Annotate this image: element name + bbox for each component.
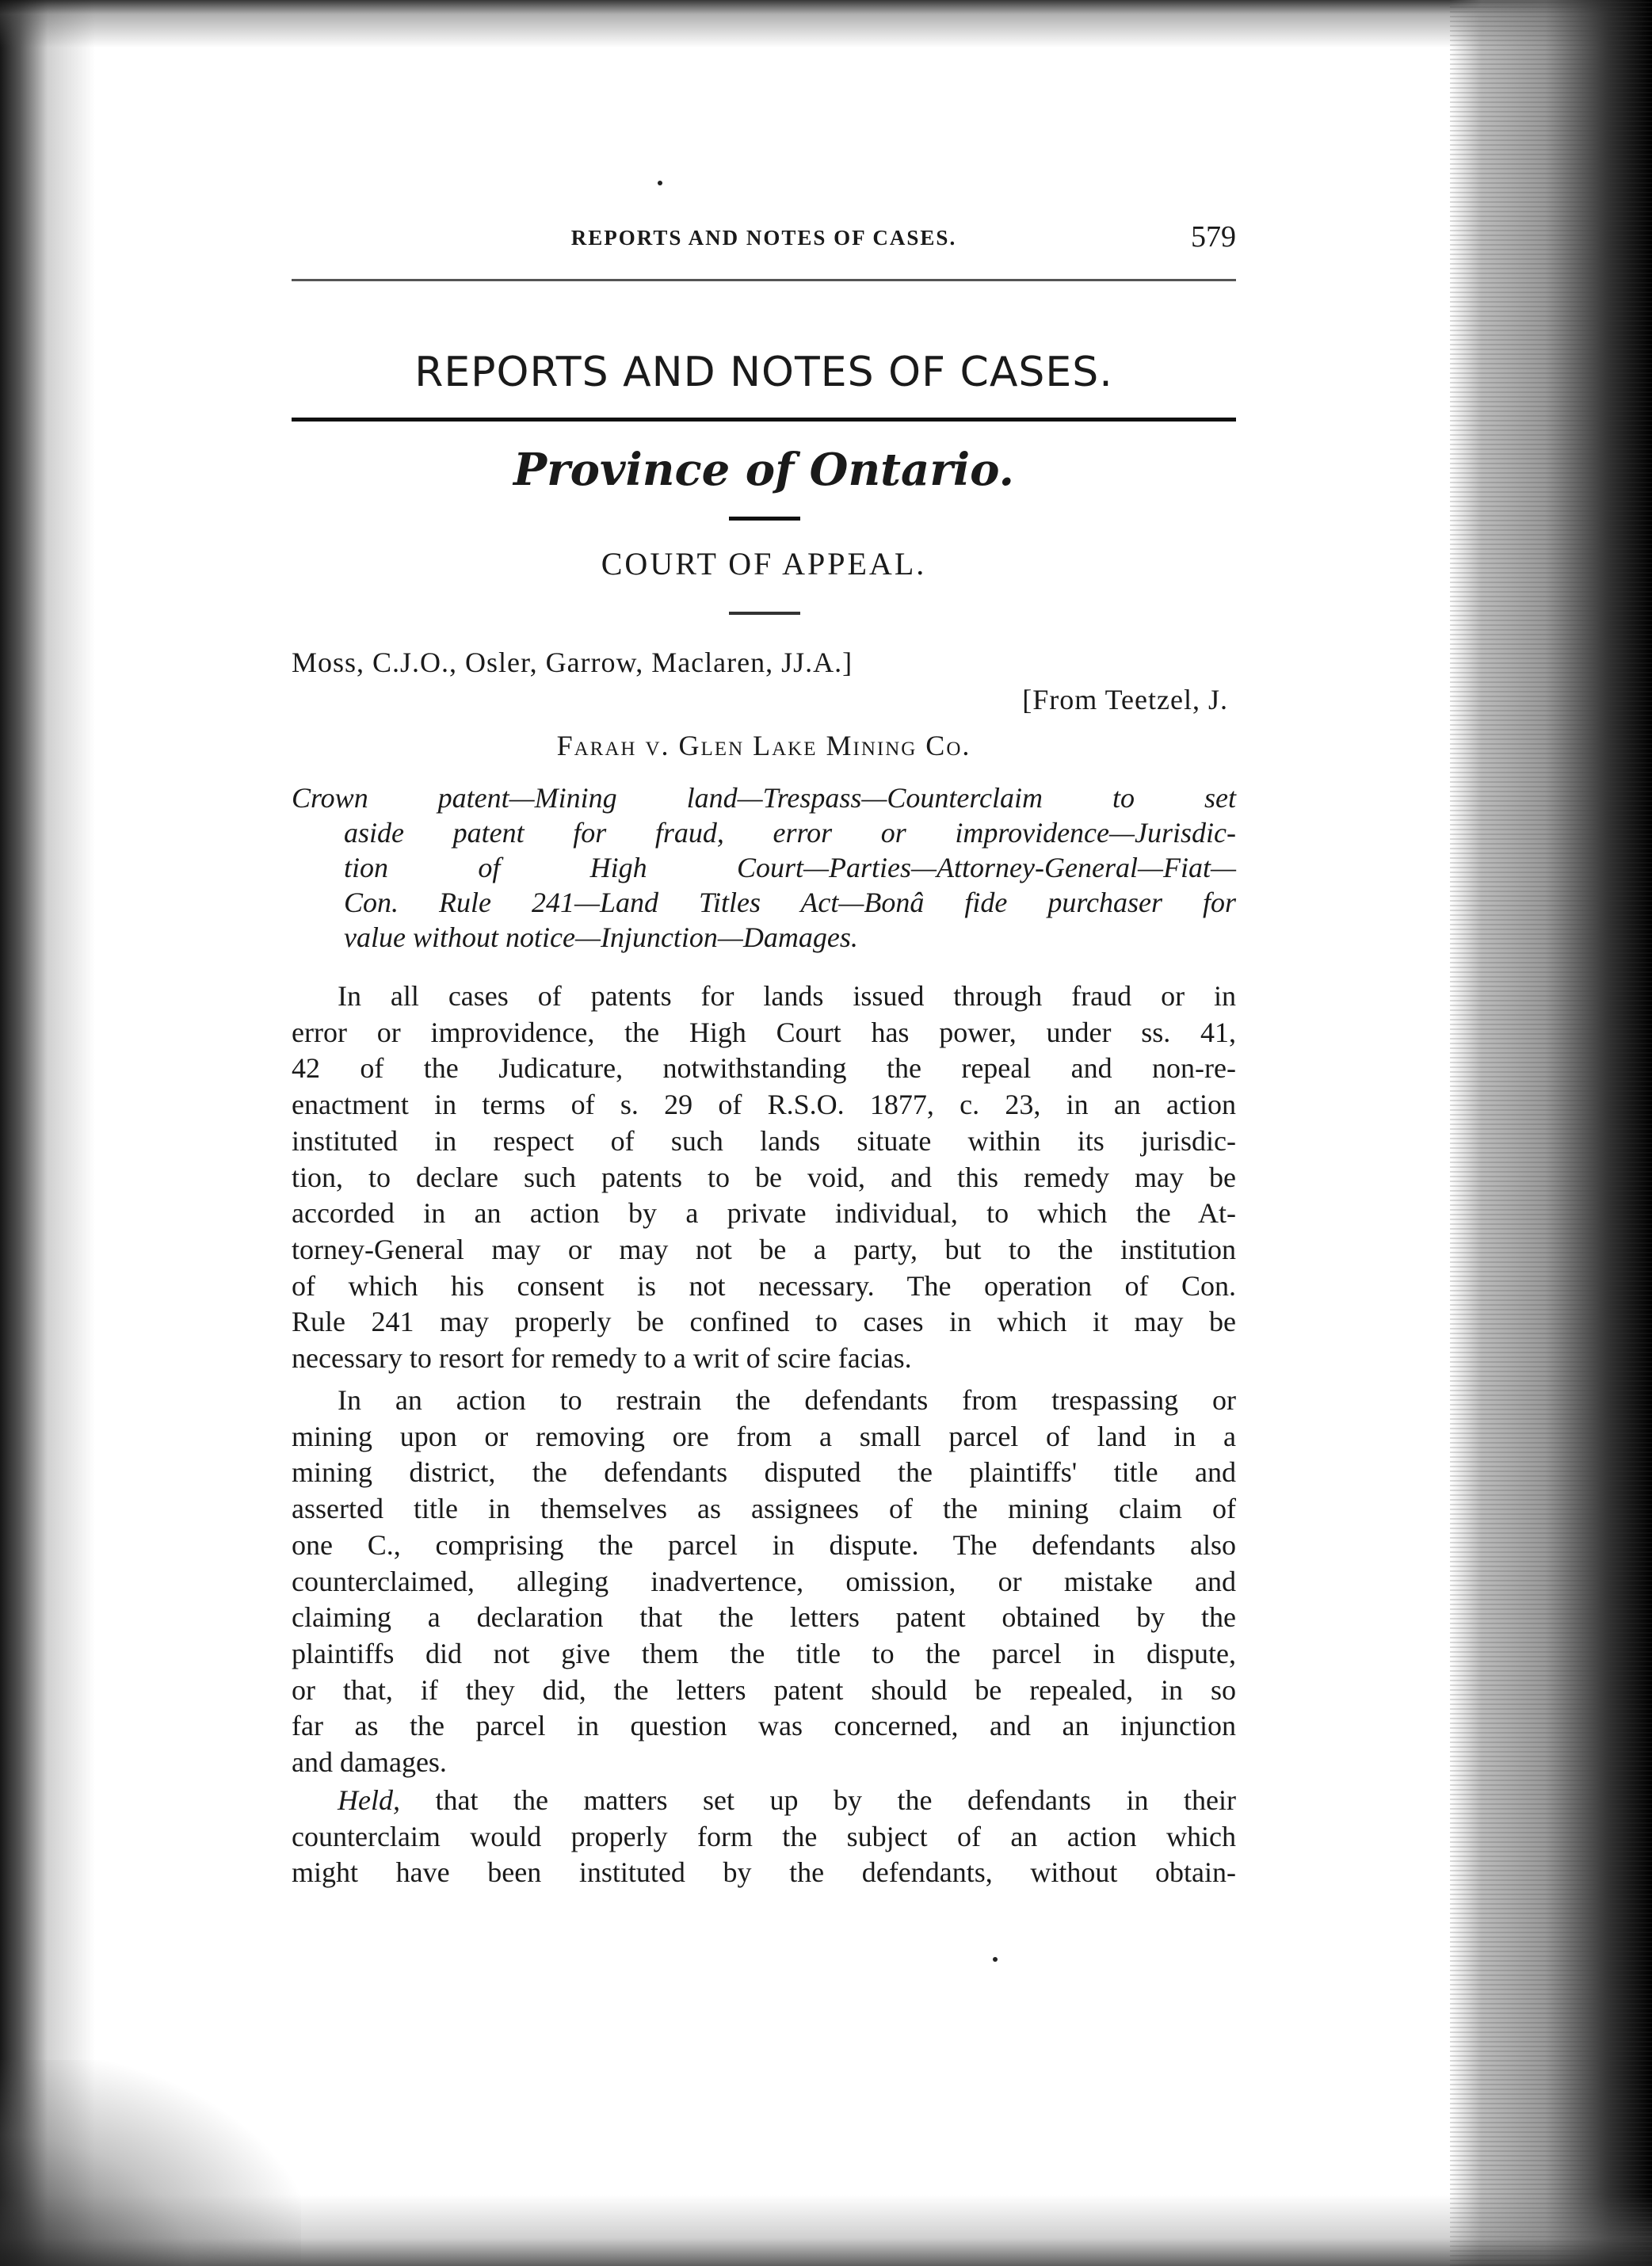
section-rule <box>292 418 1236 422</box>
scan-speck <box>993 1957 998 1962</box>
scan-corner-shadow <box>0 2060 301 2266</box>
text-segment: that the matters set up by the defendants in their <box>399 1784 1236 1816</box>
short-rule <box>729 612 800 615</box>
text-line: accorded in an action by a private individual, to which the At- <box>292 1197 1236 1230</box>
scan-edge-left <box>0 0 95 2266</box>
court-heading: COURT OF APPEAL. <box>601 546 927 582</box>
bench-judges: Moss, C.J.O., Osler, Garrow, Maclaren, JJ.A.] <box>292 647 853 678</box>
section-title: REPORTS AND NOTES OF CASES. <box>414 349 1113 396</box>
paragraph-3 <box>292 1783 1236 1891</box>
headnote-line: aside patent for fraud, error or improvidence—Jurisdic- <box>344 817 1236 849</box>
text-line: counterclaim would properly form the subject of an action which <box>292 1820 1236 1852</box>
text-line: and damages. <box>292 1746 447 1779</box>
text-line: of which his consent is not necessary. The operation of Con. <box>292 1269 1236 1302</box>
short-rule <box>729 517 800 521</box>
headnote-line: Con. Rule 241—Land Titles Act—Bonâ fide purchaser for <box>344 887 1236 918</box>
text-line: far as the parcel in question was concerned, and an injunction <box>292 1710 1236 1742</box>
text-line: counterclaimed, alleging inadvertence, omission, or mistake and <box>292 1565 1236 1597</box>
headnote <box>292 780 1236 955</box>
held-word: Held, <box>338 1784 400 1816</box>
text-line: or that, if they did, the letters patent should be repealed, in so <box>292 1673 1236 1706</box>
text-line: necessary to resort for remedy to a writ of scire facias. <box>292 1342 912 1375</box>
headnote-line: tion of High Court—Parties—Attorney-General—Fiat— <box>344 852 1236 883</box>
text-line: mining district, the defendants disputed the plaintiffs' title and <box>292 1456 1236 1489</box>
running-head-rule <box>292 279 1236 281</box>
text-line: 42 of the Judicature, notwithstanding the repeal and non-re- <box>292 1052 1236 1085</box>
text-line: In all cases of patents for lands issued through fraud or in <box>338 980 1236 1012</box>
paragraph-2 <box>292 1383 1236 1781</box>
text-line: might have been instituted by the defendants, without obtain- <box>292 1856 1236 1889</box>
text-line: error or improvidence, the High Court has power, under ss. 41, <box>292 1016 1236 1048</box>
text-line: mining upon or removing ore from a small parcel of land in a <box>292 1420 1236 1452</box>
text-line: plaintiffs did not give them the title to the parcel in dispute, <box>292 1637 1236 1669</box>
text-line: claiming a declaration that the letters patent obtained by the <box>292 1601 1236 1634</box>
page-number: 579 <box>1191 220 1236 254</box>
headnote-line: Crown patent—Mining land—Trespass—Counterclaim to set <box>292 782 1236 814</box>
province-heading: Province of Ontario. <box>513 444 1014 496</box>
scan-speck <box>658 181 662 185</box>
text-line <box>292 1783 1236 1819</box>
running-head-title: REPORTS AND NOTES OF CASES. <box>570 226 957 250</box>
text-line: tion, to declare such patents to be void, and this remedy may be <box>292 1161 1236 1193</box>
text-line: In an action to restrain the defendants from trespassing or <box>338 1384 1236 1416</box>
text-line: torney-General may or may not be a party, but to the institution <box>292 1233 1236 1265</box>
text-line: asserted title in themselves as assignees of the mining claim of <box>292 1493 1236 1525</box>
text-line: Rule 241 may properly be confined to cases in which it may be <box>292 1306 1236 1338</box>
running-head <box>292 218 1236 265</box>
case-name: Farah v. Glen Lake Mining Co. <box>556 730 971 761</box>
text-line: one C., comprising the parcel in dispute. The defendants also <box>292 1528 1236 1561</box>
appeal-from: [From Teetzel, J. <box>1022 684 1228 715</box>
headnote-line: value without notice—Injunction—Damages. <box>344 921 858 953</box>
scan-edge-right <box>1450 0 1652 2266</box>
text-line: enactment in terms of s. 29 of R.S.O. 1877, c. 23, in an action <box>292 1089 1236 1121</box>
text-line: instituted in respect of such lands situate within its jurisdic- <box>292 1124 1236 1157</box>
paragraph-1 <box>292 978 1236 1377</box>
book-page <box>292 0 1236 2266</box>
